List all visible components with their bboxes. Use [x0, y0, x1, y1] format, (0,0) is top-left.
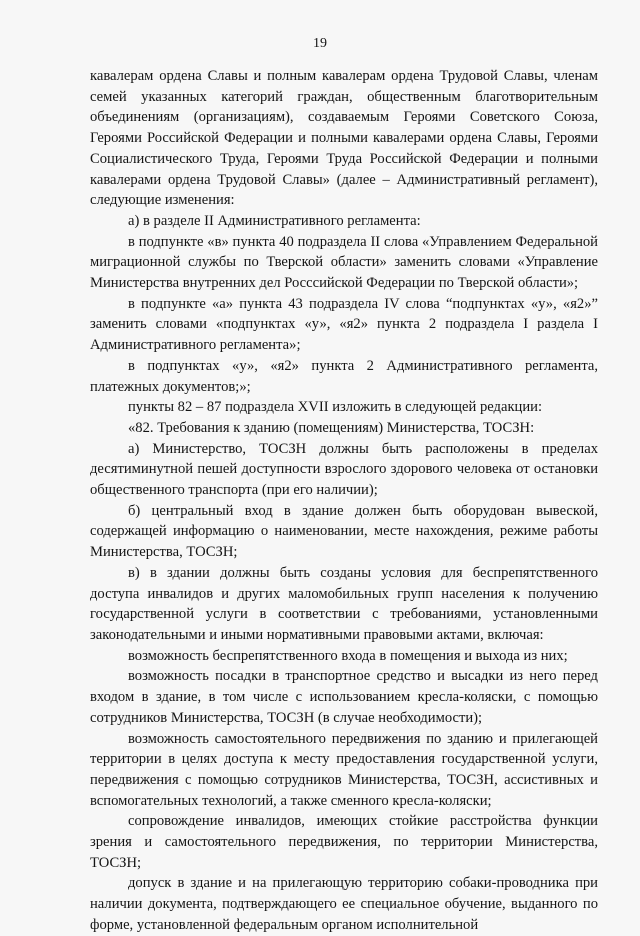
paragraph-continuation: кавалерам ордена Славы и полным кавалерам ордена Трудовой Славы, членам семей указанных категорий граждан, общественным благотворительным объединениям (организациям), создаваемым Героями Советского Союза, Героями Российской Федерации и полными кавалерами ордена Славы, Героями Социалистического Труда, Героями Труда Российской Федерации и полными кавалерами ордена Трудовой Славы» (далее – Административный регламент), следующие изменения:: [90, 68, 598, 209]
page-number: 19: [313, 36, 327, 51]
paragraph-access-entry: возможность беспрепятственного входа в помещения и выхода из них;: [128, 647, 568, 664]
paragraph-access-guide-dog: допуск в здание и на прилегающую территорию собаки-проводника при наличии документа, подтверждающего ее специальное обучение, выданного по форме, установленной федеральным органом исполнительной: [90, 875, 598, 933]
paragraph-82-heading: «82. Требования к зданию (помещениям) Министерства, ТОСЗН:: [128, 419, 535, 436]
paragraph-item-40: в подпункте «в» пункта 40 подраздела II слова «Управлением Федеральной миграционной службы по Тверской области» заменить словами «Управление Министерства внутренних дел Росссийской Федерации по Тверской области»;: [90, 233, 598, 292]
paragraph-section-a: а) в разделе II Административного регламента:: [128, 212, 421, 229]
paragraph-item-2: в подпунктах «у», «я2» пункта 2 Административного регламента, платежных документов;»;: [90, 357, 598, 395]
paragraph-82-a: а) Министерство, ТОСЗН должны быть расположены в пределах десятиминутной пешей доступности взрослого здорового человека от остановки общественного транспорта (при его наличии);: [90, 440, 598, 499]
document-body: [90, 66, 598, 936]
paragraph-82-b: б) центральный вход в здание должен быть оборудован вывеской, содержащей информацию о наименовании, месте нахождения, режиме работы Министерства, ТОСЗН;: [90, 502, 598, 561]
paragraph-access-transport: возможность посадки в транспортное средство и высадки из него перед входом в здание, в том числе с использованием кресла-коляски, с помощью сотрудников Министерства, ТОСЗН (в случае необходимости);: [90, 668, 598, 726]
paragraph-82-c: в) в здании должны быть созданы условия для беспрепятственного доступа инвалидов и других маломобильных групп населения к получению государственной услуги в соответствии с требованиями, установленными законодательными и иными нормативными правовыми актами, включая:: [90, 564, 598, 643]
paragraph-access-movement: возможность самостоятельного передвижения по зданию и прилегающей территории в целях доступа к месту предоставления государственной услуги, передвижения с помощью сотрудников Министерства, ТОСЗН, ассистивных и вспомогательных технологий, а также сменного кресла-коляски;: [90, 730, 598, 809]
paragraph-item-43: в подпункте «а» пункта 43 подраздела IV слова “подпунктах «у», «я2»” заменить словами «подпунктах «у», «я2» пункта 2 подраздела I раздела I Административного регламента»;: [90, 295, 598, 354]
paragraph-items-82-87: пункты 82 – 87 подраздела XVII изложить в следующей редакции:: [128, 399, 543, 416]
paragraph-access-escort: сопровождение инвалидов, имеющих стойкие расстройства функции зрения и самостоятельного передвижения, по территории Министерства, ТОСЗН;: [90, 813, 598, 871]
